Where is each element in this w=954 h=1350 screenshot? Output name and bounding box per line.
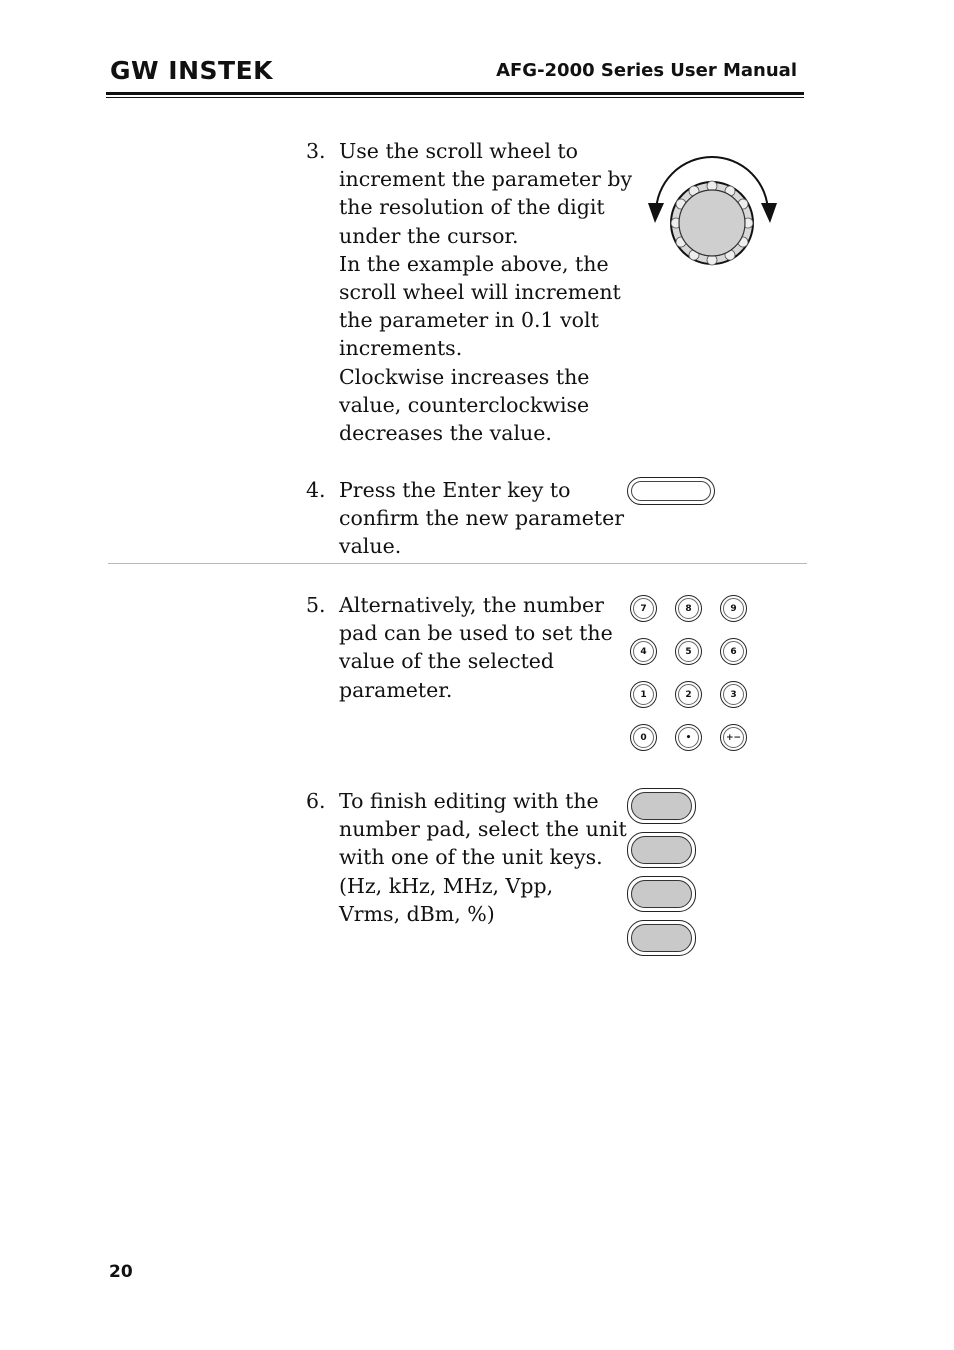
step-line: pad can be used to set the bbox=[339, 621, 613, 646]
step-text bbox=[339, 476, 625, 561]
step-line: Vrms, dBm, %) bbox=[339, 901, 495, 926]
keypad-key-7: 7 bbox=[630, 595, 657, 622]
step-line: with one of the unit keys. bbox=[339, 845, 603, 870]
keypad-key-6: 6 bbox=[720, 638, 747, 665]
step-number: 6. bbox=[306, 789, 326, 813]
step-line: Alternatively, the number bbox=[339, 593, 604, 617]
enter-key-icon bbox=[627, 477, 715, 505]
step-line: value. bbox=[339, 534, 402, 559]
step-number: 3. bbox=[306, 139, 326, 163]
step-line: decreases the value. bbox=[339, 421, 552, 446]
step-line: scroll wheel will increment bbox=[339, 280, 621, 305]
page-number: 20 bbox=[109, 1262, 133, 1282]
step-line: increment the parameter by bbox=[339, 167, 633, 192]
unit-key bbox=[627, 920, 696, 956]
keypad-key-1: 1 bbox=[630, 681, 657, 708]
scroll-wheel-icon bbox=[640, 155, 785, 273]
step-line: To finish editing with the bbox=[339, 789, 599, 813]
step-text bbox=[339, 137, 633, 447]
keypad-key-0: 0 bbox=[630, 724, 657, 751]
gw-instek-logo: GW INSTEK bbox=[110, 56, 274, 85]
step-line: the parameter in 0.1 volt bbox=[339, 308, 599, 333]
keypad-key-plus-minus: +− bbox=[720, 724, 747, 751]
keypad-key-4: 4 bbox=[630, 638, 657, 665]
step-text bbox=[339, 787, 627, 928]
header-rule bbox=[106, 92, 804, 95]
step-number: 4. bbox=[306, 478, 326, 502]
step-line: increments. bbox=[339, 336, 463, 361]
unit-key bbox=[627, 876, 696, 912]
keypad-key-3: 3 bbox=[720, 681, 747, 708]
step-line: value, counterclockwise bbox=[339, 392, 590, 417]
step-line: Clockwise increases the bbox=[339, 364, 590, 389]
keypad-key-9: 9 bbox=[720, 595, 747, 622]
section-divider bbox=[108, 563, 807, 564]
manual-title: AFG-2000 Series User Manual bbox=[496, 60, 797, 81]
keypad-key-8: 8 bbox=[675, 595, 702, 622]
step-line: number pad, select the unit bbox=[339, 817, 627, 842]
step-line: confirm the new parameter bbox=[339, 506, 625, 531]
keypad-key-2: 2 bbox=[675, 681, 702, 708]
unit-key bbox=[627, 832, 696, 868]
step-line: value of the selected bbox=[339, 649, 555, 674]
unit-key bbox=[627, 788, 696, 824]
step-text bbox=[339, 591, 621, 704]
step-line: under the cursor. bbox=[339, 223, 519, 248]
header-rule-thin bbox=[106, 97, 804, 98]
keypad-key-5: 5 bbox=[675, 638, 702, 665]
keypad-key-decimal: • bbox=[675, 724, 702, 751]
step-line: Use the scroll wheel to bbox=[339, 139, 578, 163]
step-number: 5. bbox=[306, 593, 326, 617]
step-line: (Hz, kHz, MHz, Vpp, bbox=[339, 873, 554, 898]
step-line: the resolution of the digit bbox=[339, 195, 605, 220]
step-line: parameter. bbox=[339, 677, 453, 702]
step-line: In the example above, the bbox=[339, 251, 609, 276]
step-line: Press the Enter key to bbox=[339, 478, 571, 502]
